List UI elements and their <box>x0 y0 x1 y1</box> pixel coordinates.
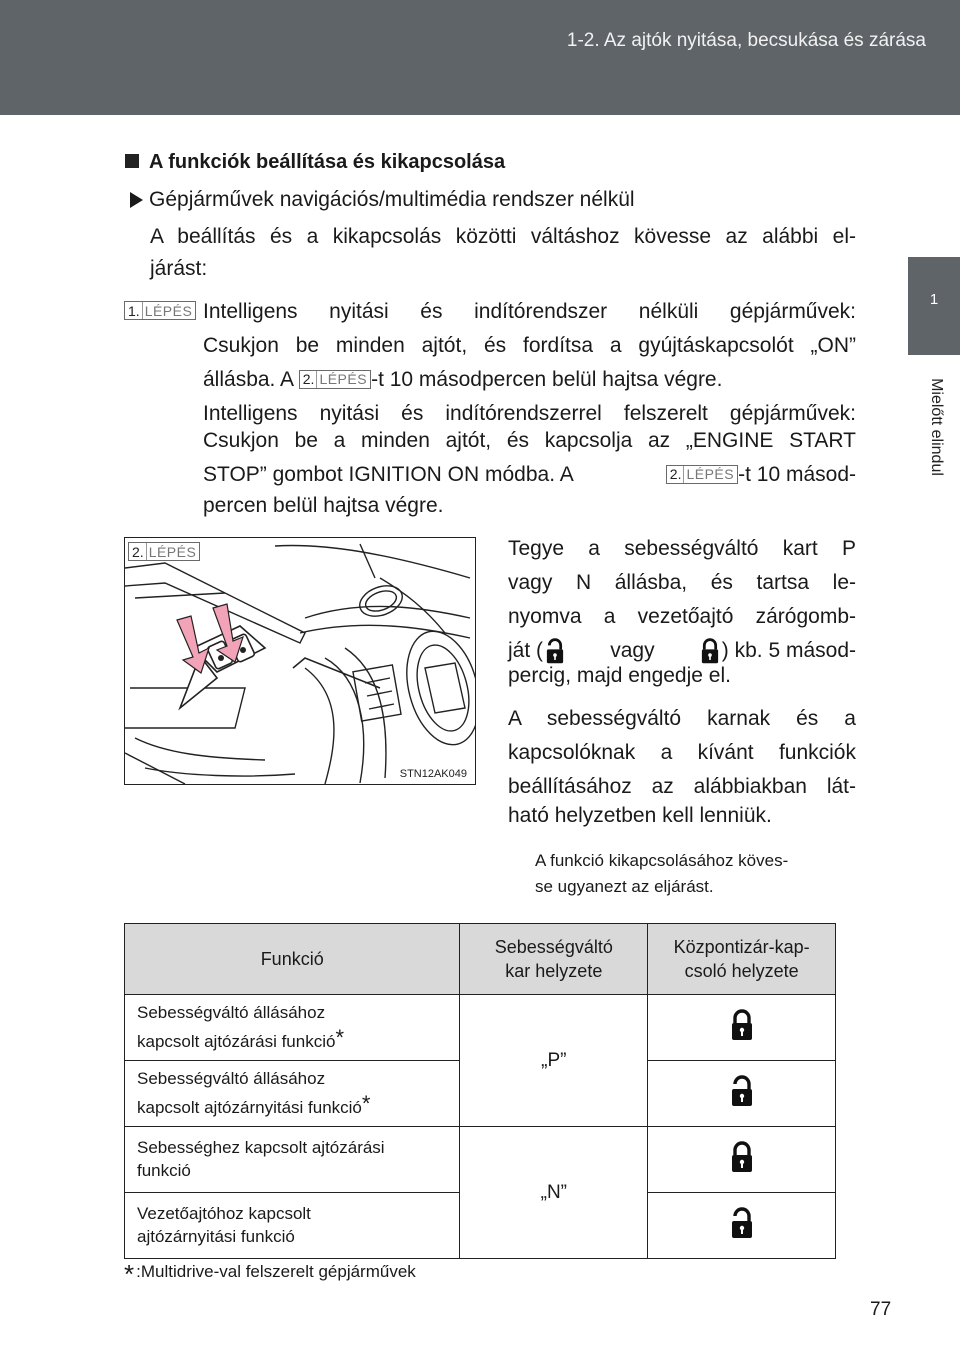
chapter-number: 1 <box>929 291 939 308</box>
header-gear-position <box>460 924 648 995</box>
step-2-ref-badge <box>299 370 371 389</box>
chapter-label-text: Mielőtt elindul <box>928 378 945 476</box>
footnote-marker: * <box>335 1025 344 1050</box>
section-heading <box>125 147 505 177</box>
step-2-ref-badge <box>666 465 738 484</box>
step-badge-number: 1. <box>125 302 143 319</box>
header-text: Központizár-kap- <box>673 936 810 957</box>
step2-line-4c: ) kb. 5 másod- <box>721 639 856 662</box>
step1-line-1: Intelligens nyitási és indítórendszer nélküli gépjárművek: <box>203 300 856 323</box>
step2-line-3: nyomva a vezetőajtó zárógomb- <box>508 605 856 628</box>
table-row <box>125 995 836 1061</box>
gear-position: „N” <box>460 1127 648 1259</box>
lock-switch-cell <box>648 1061 836 1127</box>
step-badge-word: LÉPÉS <box>686 466 735 483</box>
note-line-2: se ugyanezt az eljárást. <box>535 877 714 896</box>
gear-position: „P” <box>460 995 648 1127</box>
chapter-tab <box>908 257 960 355</box>
header-title: 1-2. Az ajtók nyitása, becsukása és zárása <box>566 30 926 51</box>
step2-line-9: ható helyzetben kell lenniük. <box>508 804 772 827</box>
header-text: Sebességváltó <box>494 936 613 957</box>
step-badge-number: 2. <box>129 543 147 560</box>
lock-open-icon <box>730 1207 754 1239</box>
intro-line-1: A beállítás és a kikapcsolás közötti váltáshoz kövesse az alábbi el- <box>150 225 856 248</box>
function-name <box>125 995 460 1061</box>
triangle-bullet-icon <box>130 192 143 208</box>
lock-closed-icon <box>730 1009 754 1041</box>
step1-line-6b: -t 10 másod- <box>738 463 856 486</box>
function-name-line: kapcsolt ajtózárnyitási funkció <box>137 1098 362 1117</box>
step-1-badge <box>124 301 196 320</box>
step1-line-6 <box>203 459 856 491</box>
function-name <box>125 1061 460 1127</box>
function-table <box>124 923 836 1259</box>
header-text: Funkció <box>260 948 324 969</box>
lock-switch-cell <box>648 1127 836 1193</box>
function-name-line: funkció <box>137 1160 191 1180</box>
door-lock-switch-illustration <box>124 537 476 785</box>
step-badge-word: LÉPÉS <box>319 371 368 387</box>
step1-line-2: Csukjon be minden ajtót, és fordítsa a gyújtáskapcsolót „ON” <box>203 334 856 357</box>
page-header <box>0 0 960 115</box>
step2-line-8: beállításához az alábbiakban lát- <box>508 775 856 798</box>
function-name-line: Sebességváltó állásához <box>137 1002 326 1022</box>
lock-switch-cell <box>648 995 836 1061</box>
footnote-mark: * <box>124 1259 135 1289</box>
step-badge-number: 2. <box>300 371 318 388</box>
function-name-line: Sebességhez kapcsolt ajtózárási <box>137 1138 385 1158</box>
step-2-badge <box>128 542 200 561</box>
function-name-line: Vezetőajtóhoz kapcsolt <box>137 1204 311 1224</box>
function-name-line: kapcsolt ajtózárási funkció <box>137 1032 336 1051</box>
header-text: kar helyzete <box>505 961 603 981</box>
car-interior-drawing <box>125 538 475 784</box>
function-name-line: ajtózárnyitási funkció <box>137 1226 295 1246</box>
page-number: 77 <box>870 1299 892 1320</box>
step1-line-3 <box>203 364 722 396</box>
header-lock-switch <box>648 924 836 995</box>
function-name <box>125 1193 460 1259</box>
lock-switch-cell <box>648 1193 836 1259</box>
step1-line-4: Intelligens nyitási és indítórendszerrel felszerelt gépjárművek: <box>203 402 856 425</box>
step-badge-number: 2. <box>667 466 685 483</box>
lock-open-icon <box>730 1075 754 1107</box>
intro-line-2: járást: <box>150 257 208 280</box>
footnote <box>124 1259 416 1289</box>
table-row <box>125 1127 836 1193</box>
lock-closed-icon <box>730 1141 754 1173</box>
step-badge-word: LÉPÉS <box>148 543 197 560</box>
footnote-text: :Multidrive-val felszerelt gépjárművek <box>136 1262 416 1281</box>
step2-line-1: Tegye a sebességváltó kart P <box>508 537 856 560</box>
step2-line-4b: vagy <box>610 639 655 662</box>
step1-line-3b: -t 10 másodpercen belül hajtsa végre. <box>371 368 723 391</box>
section-heading-text: A funkciók beállítása és kikapcsolása <box>149 151 506 173</box>
function-name-line: Sebességváltó állásához <box>137 1068 326 1088</box>
header-function <box>125 924 460 995</box>
step2-line-5: percig, majd engedje el. <box>508 664 731 687</box>
subheading <box>130 184 635 216</box>
figure-code: STN12AK049 <box>399 768 467 780</box>
step2-line-2: vagy N állásba, és tartsa le- <box>508 571 856 594</box>
header-text: csoló helyzete <box>684 961 799 981</box>
bullet-square-icon <box>125 154 139 168</box>
step2-line-6: A sebességváltó karnak és a <box>508 707 856 730</box>
step1-line-7: percen belül hajtsa végre. <box>203 494 444 517</box>
subheading-text: Gépjárművek navigációs/multimédia rendszer nélkül <box>149 188 635 211</box>
step2-line-4a: ját ( <box>508 639 544 662</box>
step-badge-word: LÉPÉS <box>144 302 193 319</box>
note-line-1: A funkció kikapcsolásához köves- <box>535 851 789 870</box>
step1-line-5: Csukjon be a minden ajtót, és kapcsolja az „ENGINE START <box>203 429 856 452</box>
chapter-label <box>918 370 948 490</box>
step1-line-6a: STOP” gombot IGNITION ON módba. A <box>203 463 574 486</box>
footnote-marker: * <box>361 1091 371 1116</box>
function-name <box>125 1127 460 1193</box>
step2-line-7: kapcsolóknak a kívánt funkciók <box>508 741 856 764</box>
table-header-row <box>125 924 836 995</box>
step1-line-3a: állásba. A <box>203 368 293 391</box>
